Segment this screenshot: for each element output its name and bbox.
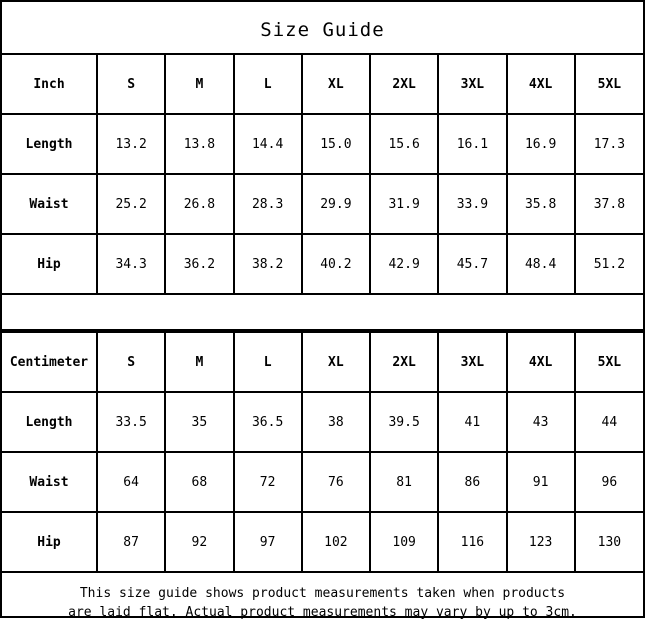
cell-cm-hip-l: 97 bbox=[234, 512, 302, 572]
cell-cm-length-2xl: 39.5 bbox=[370, 392, 438, 452]
cell-inch-waist-5xl: 37.8 bbox=[575, 174, 643, 234]
size-header-2xl: 2XL bbox=[370, 54, 438, 114]
row-label-waist: Waist bbox=[2, 174, 97, 234]
footer-note-line1: This size guide shows product measurements taken when products bbox=[79, 586, 566, 601]
cell-cm-hip-3xl: 116 bbox=[438, 512, 506, 572]
size-header-xl: XL bbox=[302, 54, 370, 114]
cell-cm-waist-3xl: 86 bbox=[438, 452, 506, 512]
cell-inch-waist-l: 28.3 bbox=[234, 174, 302, 234]
cell-inch-length-4xl: 16.9 bbox=[507, 114, 575, 174]
table-row bbox=[2, 174, 643, 234]
size-header-5xl: 5XL bbox=[575, 54, 643, 114]
cell-cm-waist-s: 64 bbox=[97, 452, 165, 512]
row-label-hip: Hip bbox=[2, 234, 97, 294]
table-header-row bbox=[2, 54, 643, 114]
size-header-3xl: 3XL bbox=[438, 332, 506, 392]
row-label-length: Length bbox=[2, 392, 97, 452]
cell-cm-waist-m: 68 bbox=[165, 452, 233, 512]
size-header-4xl: 4XL bbox=[507, 332, 575, 392]
size-header-l: L bbox=[234, 54, 302, 114]
cell-inch-length-3xl: 16.1 bbox=[438, 114, 506, 174]
cell-inch-waist-4xl: 35.8 bbox=[507, 174, 575, 234]
cell-cm-hip-2xl: 109 bbox=[370, 512, 438, 572]
cell-cm-waist-2xl: 81 bbox=[370, 452, 438, 512]
cell-inch-hip-3xl: 45.7 bbox=[438, 234, 506, 294]
cell-inch-hip-l: 38.2 bbox=[234, 234, 302, 294]
inch-size-table bbox=[2, 53, 643, 295]
cell-inch-waist-m: 26.8 bbox=[165, 174, 233, 234]
page-title: Size Guide bbox=[260, 19, 385, 41]
cell-inch-hip-s: 34.3 bbox=[97, 234, 165, 294]
footer-note bbox=[2, 573, 643, 623]
cell-inch-waist-3xl: 33.9 bbox=[438, 174, 506, 234]
cell-inch-waist-2xl: 31.9 bbox=[370, 174, 438, 234]
centimeter-table-block bbox=[2, 331, 643, 573]
cell-inch-waist-s: 25.2 bbox=[97, 174, 165, 234]
size-header-xl: XL bbox=[302, 332, 370, 392]
cell-inch-length-l: 14.4 bbox=[234, 114, 302, 174]
table-row bbox=[2, 512, 643, 572]
table-row bbox=[2, 234, 643, 294]
size-header-m: M bbox=[165, 332, 233, 392]
centimeter-size-table bbox=[2, 331, 643, 573]
size-header-3xl: 3XL bbox=[438, 54, 506, 114]
cell-cm-length-l: 36.5 bbox=[234, 392, 302, 452]
size-header-2xl: 2XL bbox=[370, 332, 438, 392]
cell-cm-length-5xl: 44 bbox=[575, 392, 643, 452]
table-row bbox=[2, 452, 643, 512]
footer-note-line2: are laid flat. Actual product measurements may vary by up to 3cm. bbox=[68, 604, 577, 620]
size-header-l: L bbox=[234, 332, 302, 392]
size-header-m: M bbox=[165, 54, 233, 114]
cell-inch-hip-2xl: 42.9 bbox=[370, 234, 438, 294]
cell-inch-length-5xl: 17.3 bbox=[575, 114, 643, 174]
cell-cm-length-4xl: 43 bbox=[507, 392, 575, 452]
cell-inch-length-m: 13.8 bbox=[165, 114, 233, 174]
table-row bbox=[2, 392, 643, 452]
cell-inch-length-2xl: 15.6 bbox=[370, 114, 438, 174]
cell-inch-hip-4xl: 48.4 bbox=[507, 234, 575, 294]
cell-inch-hip-5xl: 51.2 bbox=[575, 234, 643, 294]
cell-inch-hip-m: 36.2 bbox=[165, 234, 233, 294]
cell-cm-hip-xl: 102 bbox=[302, 512, 370, 572]
cell-cm-waist-4xl: 91 bbox=[507, 452, 575, 512]
cell-cm-hip-s: 87 bbox=[97, 512, 165, 572]
cell-cm-waist-l: 72 bbox=[234, 452, 302, 512]
row-label-hip: Hip bbox=[2, 512, 97, 572]
inch-table-block bbox=[2, 53, 643, 295]
cell-cm-waist-5xl: 96 bbox=[575, 452, 643, 512]
cell-cm-length-s: 33.5 bbox=[97, 392, 165, 452]
cell-cm-hip-m: 92 bbox=[165, 512, 233, 572]
row-label-length: Length bbox=[2, 114, 97, 174]
row-label-waist: Waist bbox=[2, 452, 97, 512]
table-row bbox=[2, 114, 643, 174]
cell-inch-length-s: 13.2 bbox=[97, 114, 165, 174]
cell-inch-waist-xl: 29.9 bbox=[302, 174, 370, 234]
cell-cm-length-xl: 38 bbox=[302, 392, 370, 452]
size-header-4xl: 4XL bbox=[507, 54, 575, 114]
unit-label-inch: Inch bbox=[2, 54, 97, 114]
unit-label-centimeter: Centimeter bbox=[2, 332, 97, 392]
table-separator bbox=[2, 295, 643, 331]
cell-cm-length-m: 35 bbox=[165, 392, 233, 452]
cell-cm-length-3xl: 41 bbox=[438, 392, 506, 452]
size-header-s: S bbox=[97, 54, 165, 114]
cell-inch-hip-xl: 40.2 bbox=[302, 234, 370, 294]
cell-cm-waist-xl: 76 bbox=[302, 452, 370, 512]
cell-inch-length-xl: 15.0 bbox=[302, 114, 370, 174]
cell-cm-hip-4xl: 123 bbox=[507, 512, 575, 572]
size-header-s: S bbox=[97, 332, 165, 392]
cell-cm-hip-5xl: 130 bbox=[575, 512, 643, 572]
size-header-5xl: 5XL bbox=[575, 332, 643, 392]
table-header-row bbox=[2, 332, 643, 392]
